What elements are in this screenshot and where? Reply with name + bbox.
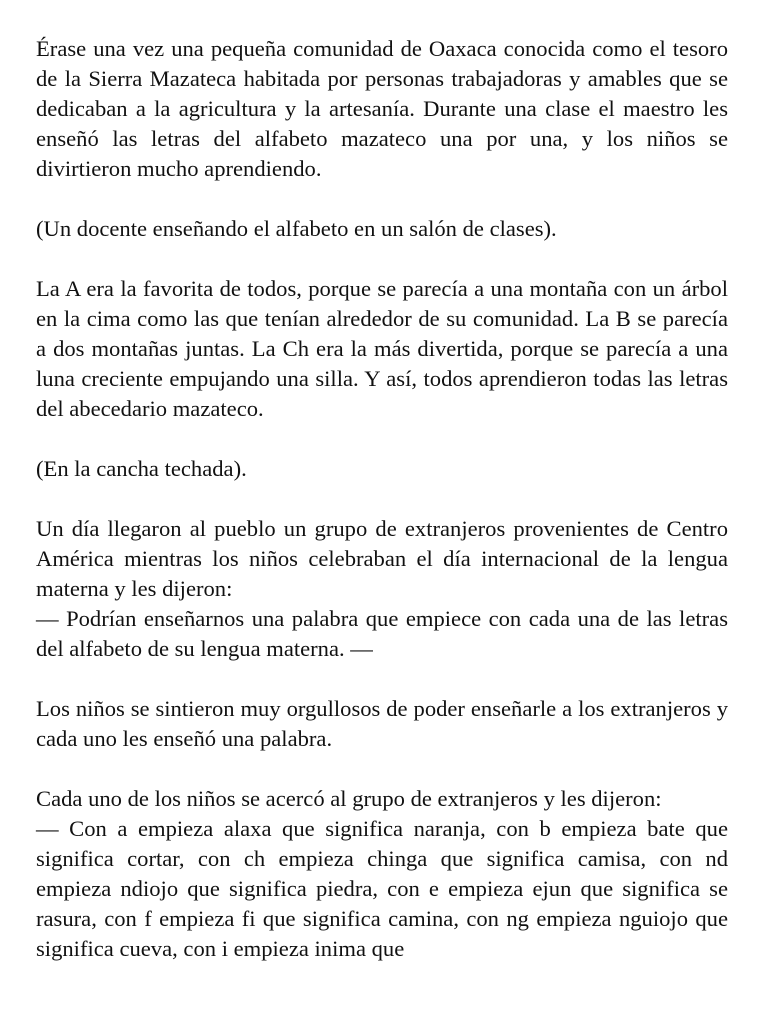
dialogue-line: — Podrían enseñarnos una palabra que empiece con cada una de las letras del alfabeto de su lengua materna. — xyxy=(36,606,728,661)
paragraph-text: (En la cancha techada). xyxy=(36,456,247,481)
paragraph-text: (Un docente enseñando el alfabeto en un salón de clases). xyxy=(36,216,557,241)
paragraph-text: Los niños se sintieron muy orgullosos de poder enseñarle a los extranjeros y cada uno les enseñó una palabra. xyxy=(36,696,728,751)
paragraph-text: Un día llegaron al pueblo un grupo de extranjeros provenientes de Centro América mientras los niños celebraban el día internacional de la lengua materna y les dijeron: xyxy=(36,516,728,601)
dialogue-line: — Con a empieza alaxa que significa naranja, con b empieza bate que significa cortar, con ch empieza chinga que significa camisa, con nd empieza ndiojo que significa piedra, con e empieza ejun que significa se rasura, con f empieza fi que significa camina, con ng empieza nguiojo que significa cueva, con i empieza inima que xyxy=(36,816,728,961)
document-page xyxy=(36,34,728,994)
paragraph-foreigners-arrive xyxy=(36,514,728,664)
paragraph-text: La A era la favorita de todos, porque se parecía a una montaña con un árbol en la cima como las que tenían alrededor de su comunidad. La B se parecía a dos montañas juntas. La Ch era la más divertida, porque se parecía a una luna creciente empujando una silla. Y así, todos aprendieron todas las letras del abecedario mazateco. xyxy=(36,276,728,421)
paragraph-intro xyxy=(36,34,728,184)
paragraph-text: Érase una vez una pequeña comunidad de Oaxaca conocida como el tesoro de la Sierra Mazateca habitada por personas trabajadoras y amables que se dedicaban a la agricultura y la artesanía. Durante una clase el maestro les enseñó las letras del alfabeto mazateco una por una, y los niños se divirtieron mucho aprendiendo. xyxy=(36,36,728,181)
scene-note-classroom xyxy=(36,214,728,244)
scene-note-court xyxy=(36,454,728,484)
paragraph-words-list xyxy=(36,784,728,964)
paragraph-children-proud xyxy=(36,694,728,754)
paragraph-letters xyxy=(36,274,728,424)
paragraph-text: Cada uno de los niños se acercó al grupo de extranjeros y les dijeron: xyxy=(36,786,662,811)
